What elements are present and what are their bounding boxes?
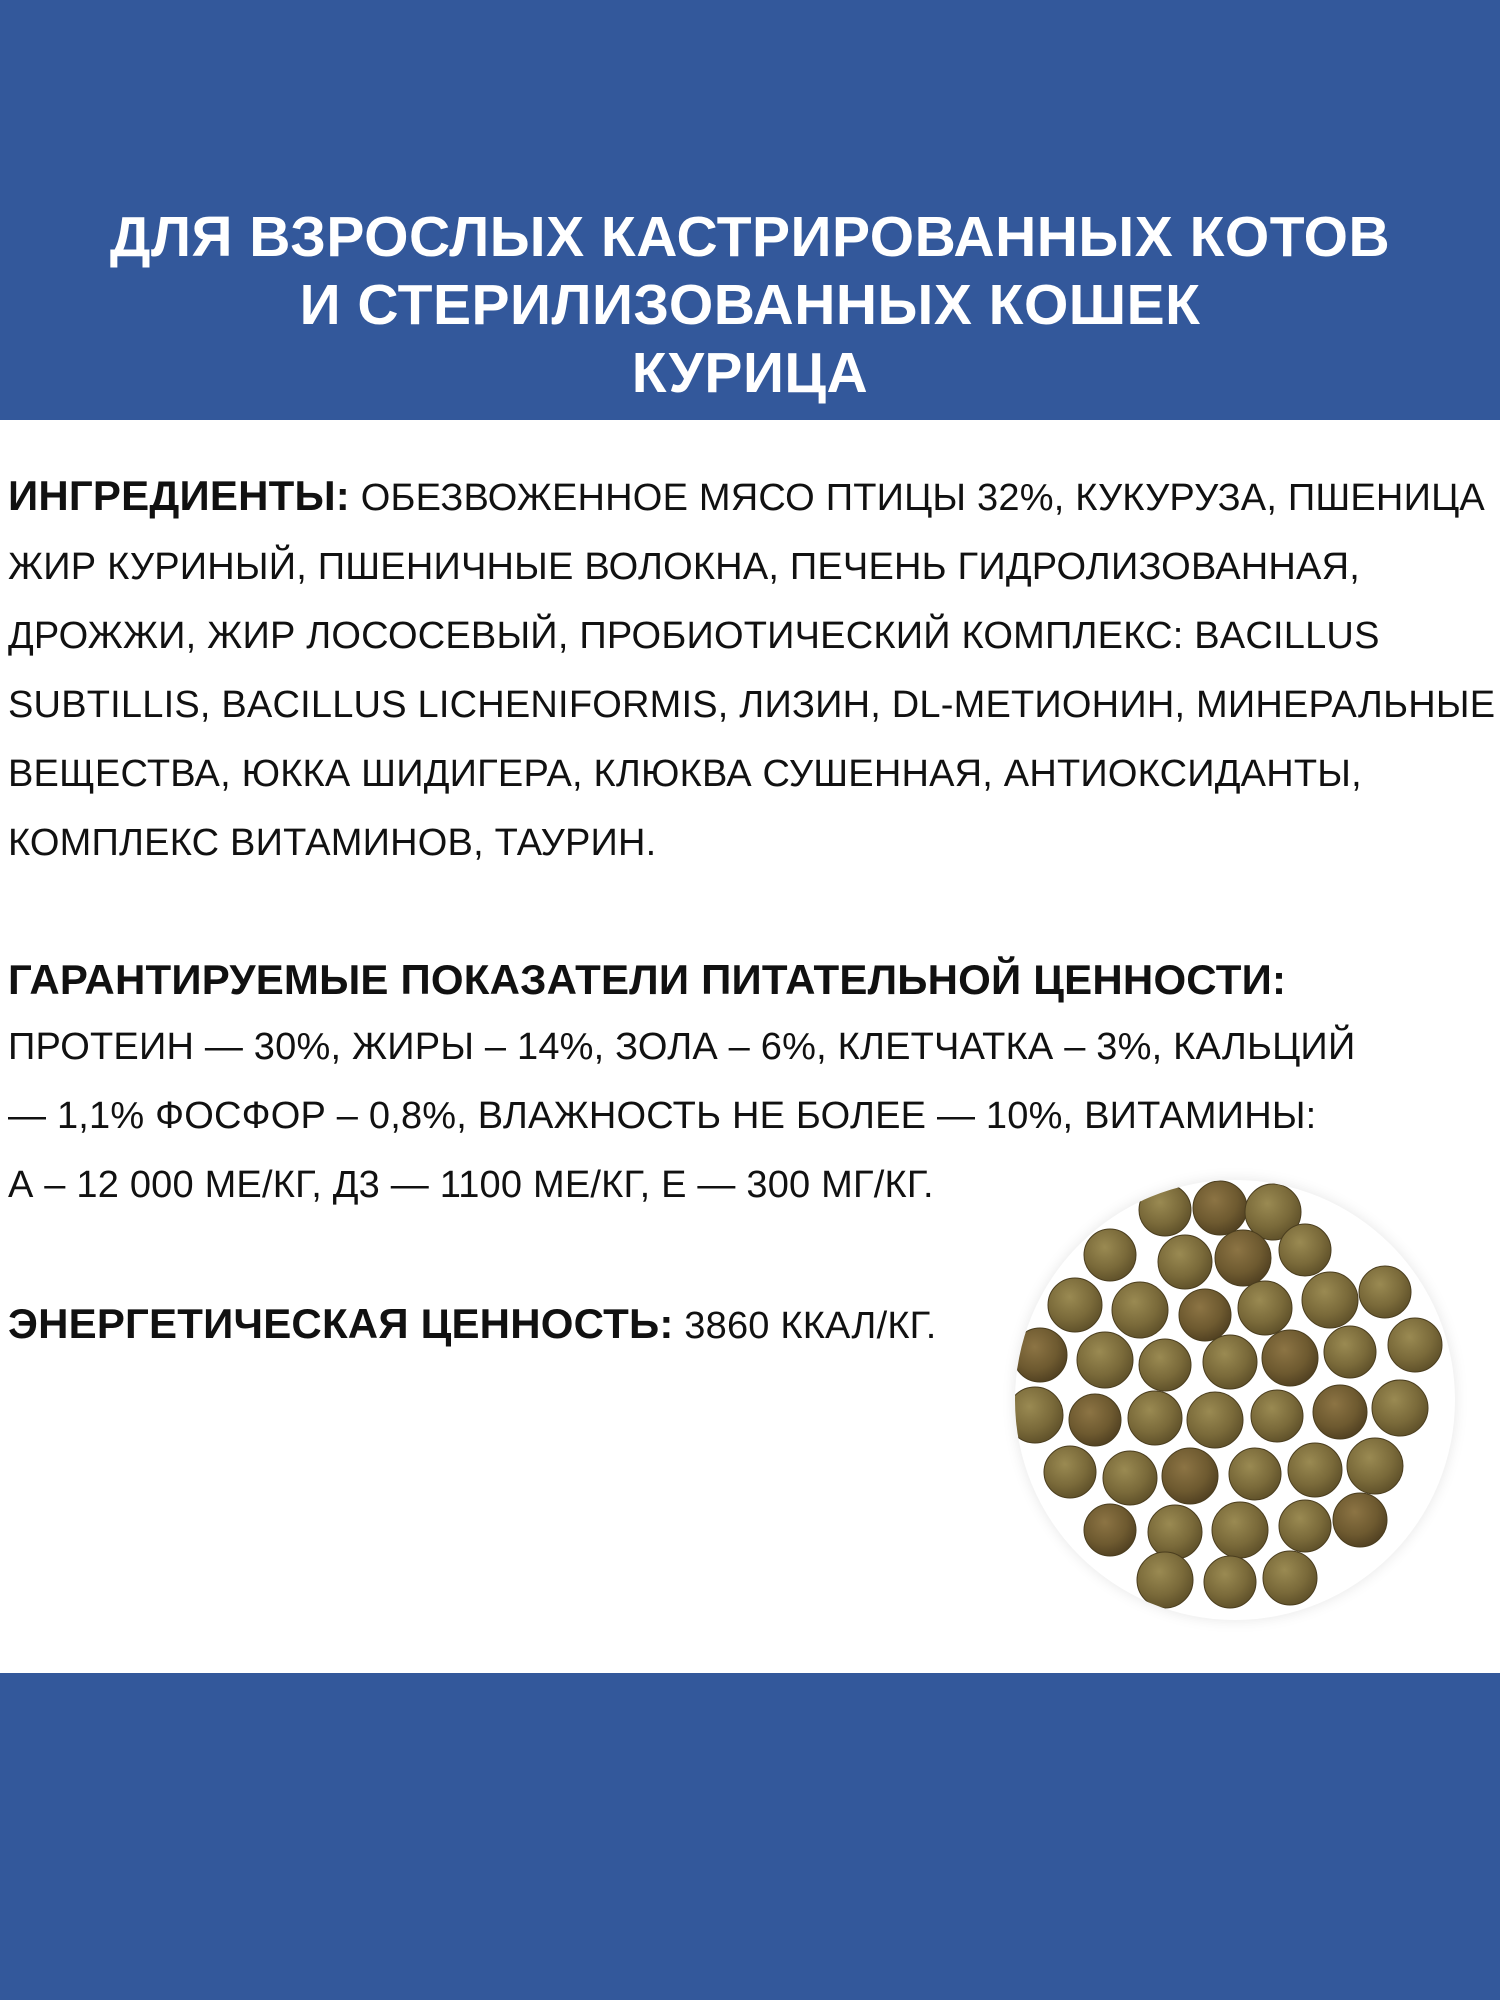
kibble-piece [1193, 1181, 1247, 1235]
title-line-3: КУРИЦА [631, 341, 869, 405]
kibble-piece [1203, 1335, 1257, 1389]
kibble-piece [1372, 1380, 1428, 1436]
kibble-piece [1288, 1443, 1342, 1497]
kibble-piece [1044, 1446, 1096, 1498]
nutrition-line-1: ПРОТЕИН — 30%, ЖИРЫ – 14%, ЗОЛА – 6%, КЛЕТЧАТКА – 3%, КАЛЬЦИЙ [8, 1026, 1356, 1068]
kibble-piece [1084, 1504, 1136, 1556]
kibble-piece [1015, 1387, 1063, 1443]
ingredients-line-3: ДРОЖЖИ, ЖИР ЛОСОСЕВЫЙ, ПРОБИОТИЧЕСКИЙ КОМПЛЕКС: BACILLUS [8, 615, 1380, 657]
kibble-piece [1137, 1552, 1193, 1608]
kibble-piece [1103, 1451, 1157, 1505]
kibble-piece [1347, 1438, 1403, 1494]
ingredients-text-1: ОБЕЗВОЖЕННОЕ МЯСО ПТИЦЫ 32%, КУКУРУЗА, ПШЕНИЦА [349, 477, 1485, 519]
title-line-2: И СТЕРИЛИЗОВАННЫХ КОШЕК [299, 273, 1201, 337]
kibble-piece [1263, 1551, 1317, 1605]
kibble-piece [1077, 1332, 1133, 1388]
kibble-piece [1279, 1224, 1331, 1276]
kibble-piece [1251, 1390, 1303, 1442]
kibble-piece [1187, 1392, 1243, 1448]
kibble-piece [1158, 1235, 1212, 1289]
ingredients-line-4: SUBTILLIS, BACILLUS LICHENIFORMIS, ЛИЗИН, DL-МЕТИОНИН, МИНЕРАЛЬНЫЕ [8, 684, 1496, 726]
kibble-piece [1359, 1266, 1411, 1318]
ingredients-line-5: ВЕЩЕСТВА, ЮККА ШИДИГЕРА, КЛЮКВА СУШЕННАЯ, АНТИОКСИДАНТЫ, [8, 753, 1362, 795]
kibble-piece [1204, 1556, 1256, 1608]
ingredients-section [8, 461, 1498, 878]
kibble-piece [1229, 1448, 1281, 1500]
kibble-piece [1262, 1330, 1318, 1386]
kibble-piece [1162, 1448, 1218, 1504]
energy-label: ЭНЕРГЕТИЧЕСКАЯ ЦЕННОСТЬ: [8, 1300, 674, 1347]
kibble-piece [1215, 1230, 1271, 1286]
title-line-1: ДЛЯ ВЗРОСЛЫХ КАСТРИРОВАННЫХ КОТОВ [109, 205, 1391, 269]
kibble-piece [1212, 1502, 1268, 1558]
kibble-piece [1302, 1272, 1358, 1328]
kibble-illustration [1015, 1180, 1455, 1620]
kibble-piece [1313, 1385, 1367, 1439]
kibble-piece [1069, 1394, 1121, 1446]
kibble-piece [1279, 1500, 1331, 1552]
kibble-piece [1324, 1326, 1376, 1378]
kibble-piece [1139, 1339, 1191, 1391]
nutrition-line-3: А – 12 000 МЕ/КГ, Д3 — 1100 МЕ/КГ, Е — 300 МГ/КГ. [8, 1164, 934, 1206]
kibble-piece [1048, 1278, 1102, 1332]
ingredients-line-2: ЖИР КУРИНЫЙ, ПШЕНИЧНЫЕ ВОЛОКНА, ПЕЧЕНЬ ГИДРОЛИЗОВАННАЯ, [8, 546, 1361, 588]
kibble-piece [1128, 1391, 1182, 1445]
energy-value: 3860 ККАЛ/КГ. [673, 1305, 937, 1347]
footer-band [0, 1673, 1500, 2000]
kibble-piece [1388, 1318, 1442, 1372]
kibble-piece [1179, 1289, 1231, 1341]
ingredients-line-1 [8, 461, 1498, 533]
kibble-piece [1112, 1282, 1168, 1338]
product-title [0, 203, 1500, 407]
kibble-piece [1238, 1281, 1292, 1335]
kibble-piece [1333, 1493, 1387, 1547]
nutrition-line-2: — 1,1% ФОСФОР – 0,8%, ВЛАЖНОСТЬ НЕ БОЛЕЕ — 10%, ВИТАМИНЫ: [8, 1095, 1317, 1137]
kibble-piece [1148, 1505, 1202, 1559]
ingredients-label: ИНГРЕДИЕНТЫ: [8, 472, 350, 519]
kibble-piece [1084, 1229, 1136, 1281]
nutrition-heading: ГАРАНТИРУЕМЫЕ ПОКАЗАТЕЛИ ПИТАТЕЛЬНОЙ ЦЕННОСТИ: [8, 956, 1287, 1003]
ingredients-line-6: КОМПЛЕКС ВИТАМИНОВ, ТАУРИН. [8, 822, 657, 864]
kibble-image [1015, 1180, 1455, 1620]
nutrition-heading-block [8, 945, 1498, 1014]
